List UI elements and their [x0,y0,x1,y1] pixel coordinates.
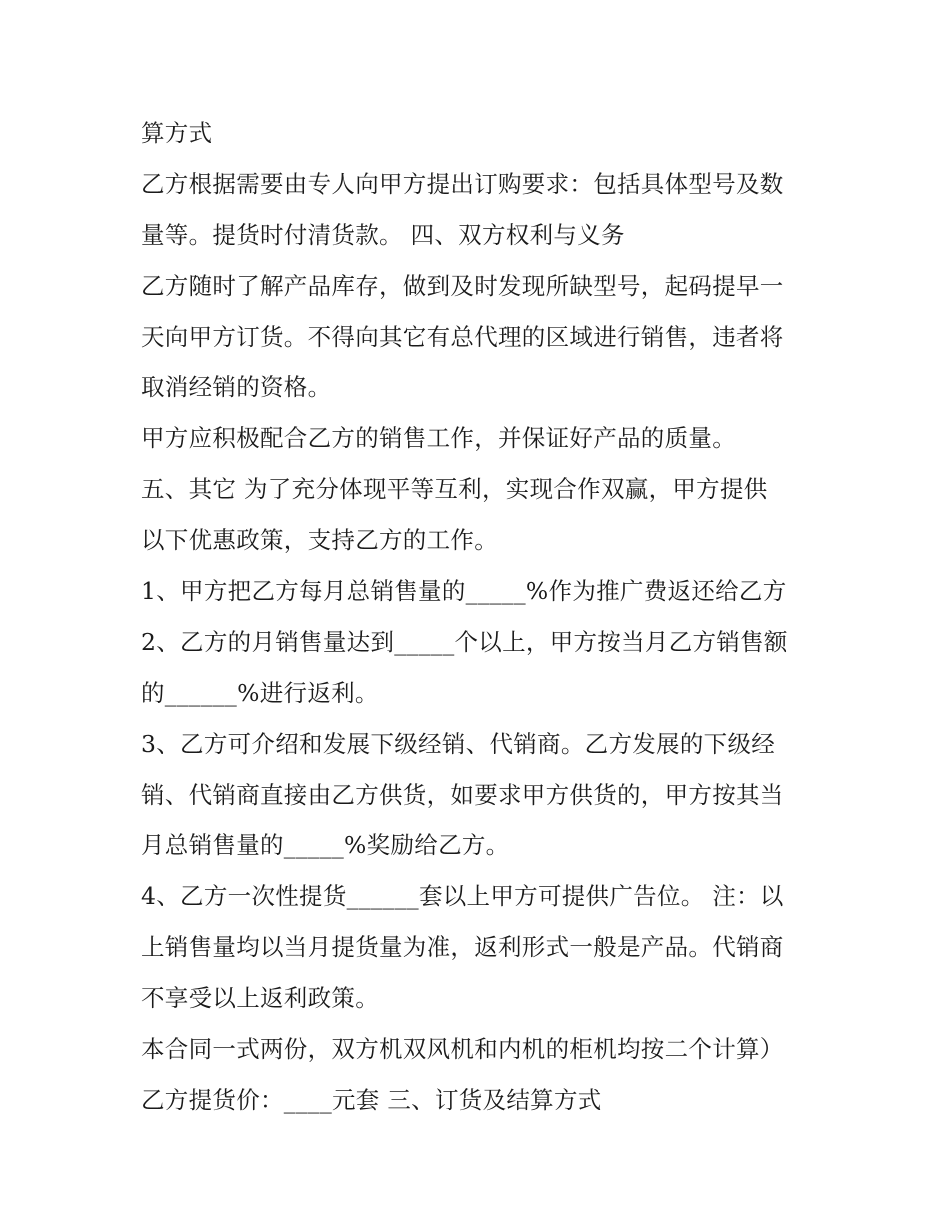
text-line: 量等。提货时付清货款。 四、双方权利与义务 [141,220,625,249]
text-line: 乙方提货价：____元套 三、订货及结算方式 [141,1085,602,1114]
text-line: 4、乙方一次性提货______套以上甲方可提供广告位。 注：以 [141,882,784,911]
text-line: 上销售量均以当月提货量为准，返利形式一般是产品。代销商 [141,933,784,962]
text-line: 月总销售量的_____%奖励给乙方。 [141,831,510,860]
text-line: 甲方应积极配合乙方的销售工作，并保证好产品的质量。 [141,424,736,453]
text-line: 2、乙方的月销售量达到_____个以上，甲方按当月乙方销售额 [141,627,788,656]
text-line: 的______%进行返利。 [141,678,379,707]
text-line: 以下优惠政策，支持乙方的工作。 [141,526,498,555]
text-line: 不享受以上返利政策。 [141,984,379,1013]
text-line: 1、甲方把乙方每月总销售量的_____%作为推广费返还给乙方 [141,577,787,606]
text-line: 五、其它 为了充分体现平等互利，实现合作双赢，甲方提供 [141,475,768,504]
document-page [141,108,821,1126]
text-line: 乙方根据需要由专人向甲方提出订购要求：包括具体型号及数 [141,169,784,198]
text-line: 取消经销的资格。 [141,373,332,402]
text-line: 销、代销商直接由乙方供货，如要求甲方供货的，甲方按其当 [141,780,784,809]
text-line: 3、乙方可介绍和发展下级经销、代销商。乙方发展的下级经 [141,729,776,758]
text-line: 本合同一式两份，双方机双风机和内机的柜机均按二个计算） [141,1035,784,1064]
text-line: 乙方随时了解产品库存，做到及时发现所缺型号，起码提早一 [141,271,784,300]
text-line: 算方式 [141,119,213,147]
text-line: 天向甲方订货。不得向其它有总代理的区域进行销售，违者将 [141,322,784,351]
